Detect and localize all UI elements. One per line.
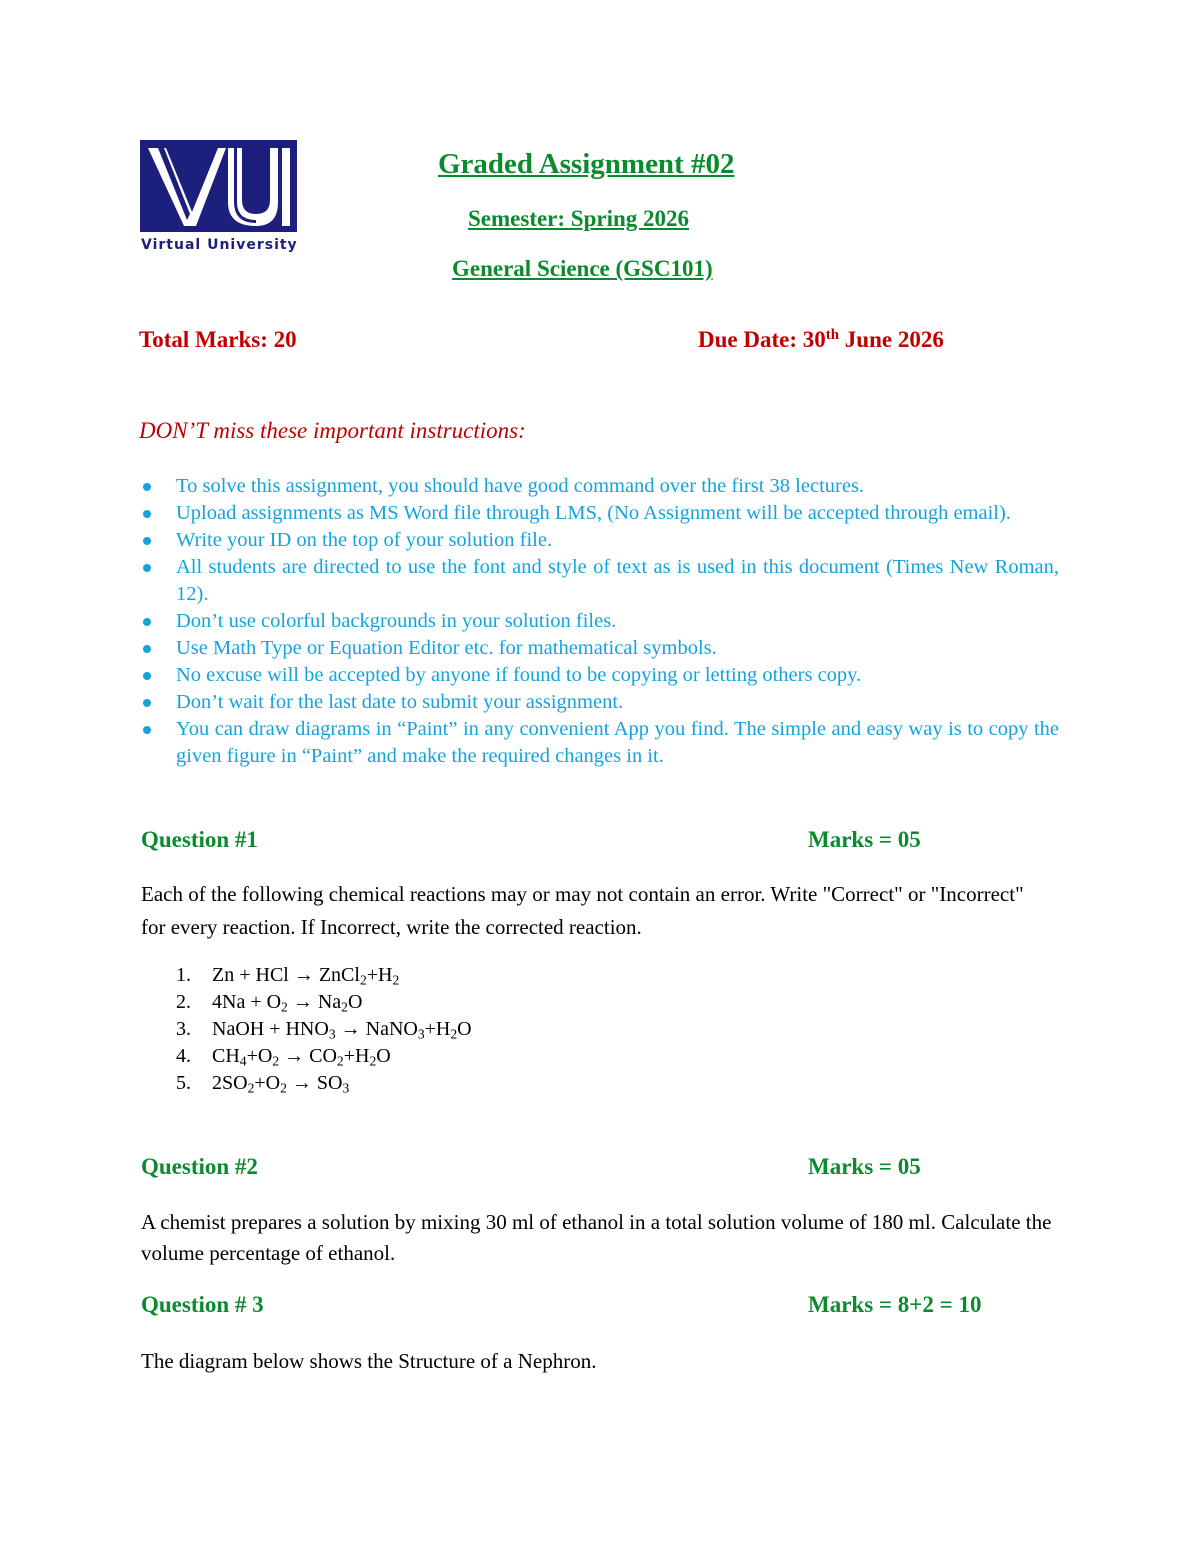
instruction-item: Write your ID on the top of your solution file.: [139, 527, 1059, 554]
reaction-number: 1.: [176, 964, 191, 986]
instruction-item: You can draw diagrams in “Paint” in any convenient App you find. The simple and easy way is to copy the given figure in “Paint” and make the required changes in it.: [139, 716, 1059, 770]
subscript: 2: [359, 972, 367, 988]
reaction-item: [176, 989, 472, 1016]
instruction-item: Don’t wait for the last date to submit your assignment.: [139, 689, 1059, 716]
subscript: 3: [417, 1026, 425, 1042]
due-date-ordinal: th: [825, 326, 840, 343]
reaction-number: 5.: [176, 1072, 191, 1094]
subscript: 2: [247, 1080, 255, 1096]
total-marks: Total Marks: 20: [139, 327, 297, 352]
formula-text: → NaNO: [335, 1018, 418, 1040]
subscript: 2: [336, 1053, 344, 1069]
subscript: 2: [281, 999, 288, 1015]
formula-text: O: [376, 1045, 391, 1067]
formula-text: O: [347, 991, 363, 1013]
question-3-marks: Marks = 8+2 = 10: [808, 1292, 982, 1317]
bullet-icon: [143, 672, 151, 680]
subscript: 2: [369, 1053, 377, 1069]
reaction-list: [176, 962, 472, 1097]
bullet-icon: [143, 699, 151, 707]
instruction-item: No excuse will be accepted by anyone if found to be copying or letting others copy.: [139, 662, 1059, 689]
reaction-equation: [212, 964, 399, 986]
formula-text: +H: [343, 1045, 370, 1067]
reaction-item: [176, 1016, 472, 1043]
reaction-number: 4.: [176, 1045, 191, 1067]
subscript: 2: [341, 999, 348, 1015]
formula-text: 2SO: [212, 1072, 248, 1094]
bullet-icon: [143, 510, 151, 518]
question-2-text: A chemist prepares a solution by mixing 30 ml of ethanol in a total solution volume of 180 ml. Calculate the volume percentage of ethanol.: [141, 1210, 1052, 1265]
formula-text: +O: [254, 1072, 281, 1094]
question-1-text: Each of the following chemical reactions may or may not contain an error. Write "Correct" or "Incorrect" for every reaction. If Incorrect, write the corrected reaction.: [141, 882, 1024, 939]
reaction-equation: [212, 1072, 349, 1094]
reaction-number: 2.: [176, 991, 191, 1013]
semester-label: Semester: Spring 2026: [468, 206, 690, 231]
instructions-list: [139, 473, 1059, 770]
subscript: 3: [328, 1026, 336, 1042]
instruction-item: All students are directed to use the font and style of text as is used in this document (Times New Roman, 12).: [139, 554, 1059, 608]
bullet-icon: [143, 483, 151, 491]
formula-text: Zn + HCl → ZnCl: [212, 964, 360, 986]
question-3-title: Question # 3: [141, 1292, 264, 1317]
reaction-item: [176, 962, 472, 989]
subscript: 3: [342, 1080, 350, 1096]
university-logo: [140, 140, 298, 258]
formula-text: → CO: [279, 1045, 337, 1067]
instruction-item: To solve this assignment, you should have good command over the first 38 lectures.: [139, 473, 1059, 500]
bullet-icon: [143, 564, 151, 572]
due-date: [698, 327, 944, 353]
formula-text: → Na: [287, 991, 342, 1013]
subscript: 2: [392, 972, 400, 988]
formula-text: O: [457, 1018, 472, 1040]
reaction-equation: [212, 1018, 472, 1040]
reaction-equation: [212, 991, 362, 1013]
vu-logo-mark: [140, 140, 297, 232]
assignment-title: Graded Assignment #02: [438, 148, 735, 180]
bullet-icon: [143, 618, 151, 626]
bullet-icon: [143, 726, 151, 734]
logo-caption: Virtual University: [141, 237, 298, 253]
course-label: General Science (GSC101): [452, 256, 713, 281]
due-date-suffix: June 2026: [839, 327, 944, 352]
bullet-icon: [143, 645, 151, 653]
question-2-marks: Marks = 05: [808, 1154, 921, 1179]
question-1-title: Question #1: [141, 827, 258, 852]
formula-text: → SO: [286, 1072, 343, 1094]
formula-text: CH: [212, 1045, 240, 1067]
question-1-marks: Marks = 05: [808, 827, 921, 852]
reaction-item: [176, 1070, 472, 1097]
question-2-title: Question #2: [141, 1154, 258, 1179]
formula-text: +H: [424, 1018, 451, 1040]
formula-text: NaOH + HNO: [212, 1018, 329, 1040]
vu-monogram-icon: [140, 140, 297, 232]
instruction-item: Don’t use colorful backgrounds in your solution files.: [139, 608, 1059, 635]
due-date-prefix: Due Date: 30: [698, 327, 826, 352]
formula-text: +O: [246, 1045, 273, 1067]
bullet-icon: [143, 537, 151, 545]
instructions-heading: DON’T miss these important instructions:: [139, 418, 526, 443]
instruction-item: Upload assignments as MS Word file through LMS, (No Assignment will be accepted through email).: [139, 500, 1059, 527]
subscript: 2: [272, 1053, 280, 1069]
subscript: 2: [280, 1080, 287, 1096]
formula-text: +H: [366, 964, 393, 986]
instruction-item: Use Math Type or Equation Editor etc. for mathematical symbols.: [139, 635, 1059, 662]
reaction-item: [176, 1043, 472, 1070]
question-3-text: The diagram below shows the Structure of a Nephron.: [141, 1349, 597, 1373]
subscript: 4: [239, 1053, 247, 1069]
formula-text: 4Na + O: [212, 991, 282, 1013]
reaction-equation: [212, 1045, 391, 1067]
reaction-number: 3.: [176, 1018, 191, 1040]
subscript: 2: [450, 1026, 458, 1042]
